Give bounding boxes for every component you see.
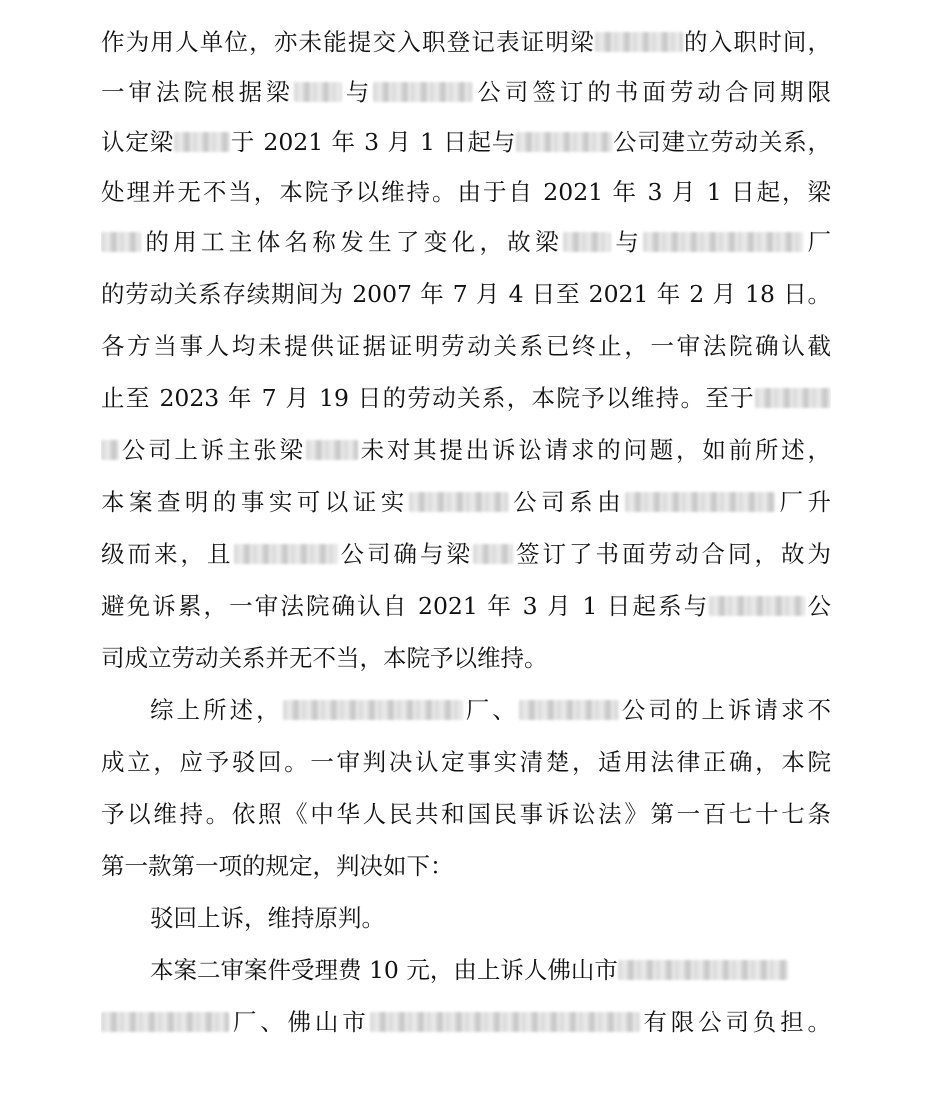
redacted-text — [625, 492, 775, 512]
redacted-text — [618, 960, 788, 980]
redacted-text — [473, 544, 513, 564]
text-line: 成立，应予驳回。一审判决认定事实清楚，适用法律正确，本院 — [101, 748, 831, 776]
redacted-text — [294, 82, 342, 102]
redacted-text — [373, 82, 473, 102]
text-line: 的劳动关系存续期间为 2007 年 7 月 4 日至 2021 年 2 月 18 日。 — [101, 280, 831, 308]
text-line: 厂、佛山市 有限公司负担。 — [101, 1002, 831, 1042]
redacted-text — [595, 32, 683, 52]
redacted-text — [306, 440, 358, 460]
text-line: 司成立劳动关系并无不当，本院予以维持。 — [101, 644, 548, 672]
text-line: 第一款第一项的规定，判决如下： — [101, 852, 454, 880]
text-line: 公司上诉主张梁 未对其提出诉讼请求的问题，如前所述， — [101, 430, 831, 470]
text-line: 认定梁 于 2021 年 3 月 1 日起与 公司建立劳动关系， — [101, 128, 831, 156]
redacted-text — [370, 1012, 640, 1032]
text-line: 的用工主体名称发生了变化，故梁 与 厂 — [101, 222, 831, 262]
text-line: 驳回上诉，维持原判。 — [150, 904, 385, 932]
text-line: 本案查明的事实可以证实 公司系由 厂升 — [101, 488, 831, 516]
redacted-text — [563, 232, 611, 252]
text-line: 本案二审案件受理费 10 元，由上诉人佛山市 — [150, 950, 831, 990]
text-line: 处理并无不当，本院予以维持。由于自 2021 年 3 月 1 日起，梁 — [101, 178, 831, 206]
redacted-text — [283, 700, 463, 720]
redacted-text — [101, 1012, 229, 1032]
text-line: 作为用人单位，亦未能提交入职登记表证明梁 的入职时间， — [101, 28, 831, 56]
redacted-text — [234, 544, 338, 564]
text-line: 综上所述， 厂、 公司的上诉请求不 — [150, 696, 831, 724]
text-line: 级而来，且 公司确与梁 签订了书面劳动合同，故为 — [101, 540, 831, 568]
redacted-text — [174, 132, 230, 152]
redacted-text — [101, 232, 141, 252]
redacted-text — [755, 388, 831, 408]
redacted-text — [643, 232, 803, 252]
text-line: 予以维持。依照《中华人民共和国民事诉讼法》第一百七十七条 — [101, 800, 831, 828]
redacted-text — [409, 492, 509, 512]
text-line: 一审法院根据梁 与 公司签订的书面劳动合同期限 — [101, 78, 831, 106]
text-line: 各方当事人均未提供证据证明劳动关系已终止，一审法院确认截 — [101, 332, 831, 360]
redacted-text — [101, 440, 119, 460]
text-line: 避免诉累，一审法院确认自 2021 年 3 月 1 日起系与 公 — [101, 592, 831, 620]
redacted-text — [519, 700, 619, 720]
redacted-text — [516, 132, 612, 152]
redacted-text — [709, 596, 805, 616]
text-line: 止至 2023 年 7 月 19 日的劳动关系，本院予以维持。至于 — [101, 378, 831, 418]
